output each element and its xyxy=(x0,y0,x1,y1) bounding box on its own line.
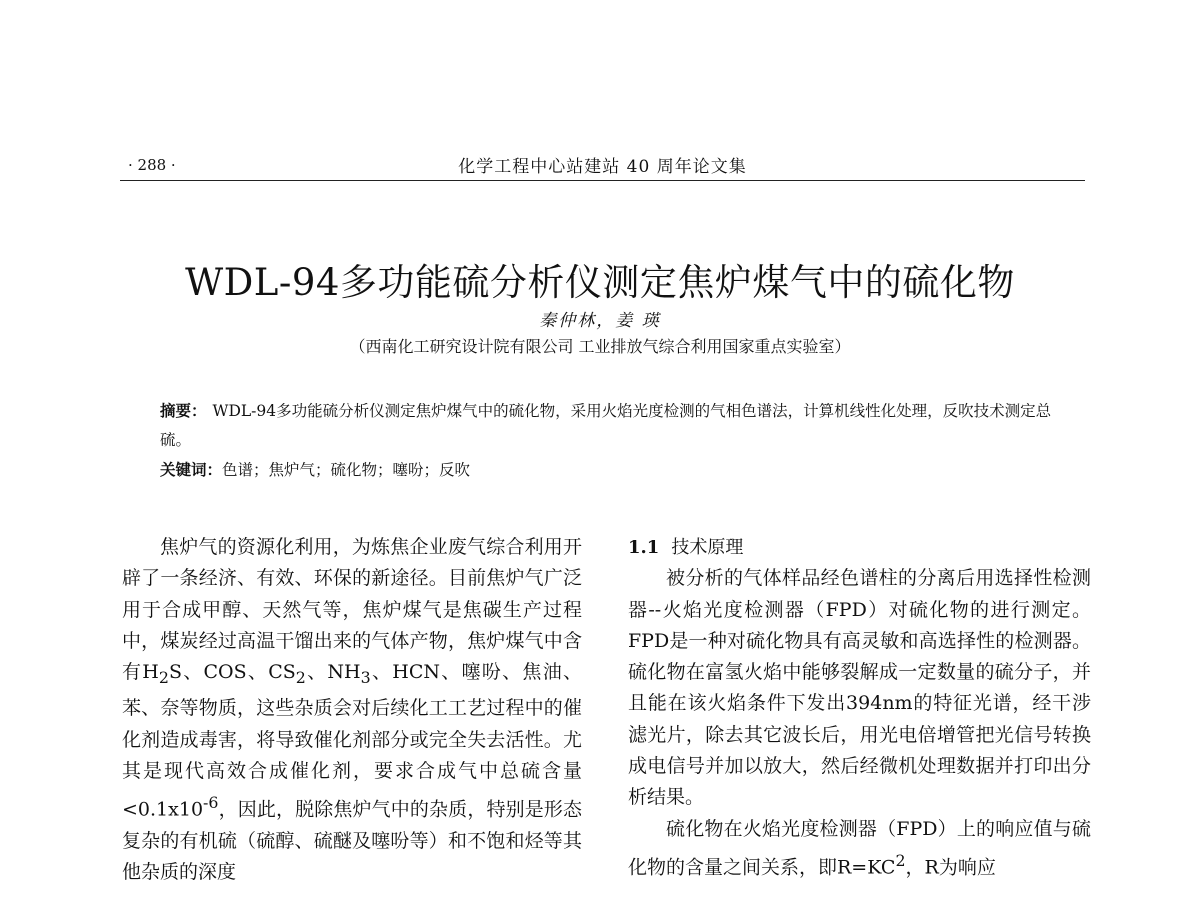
header-rule xyxy=(120,180,1085,181)
subscript: 3 xyxy=(360,667,371,687)
response-text-a: 硫化物在火焰光度检测器（FPD）上的响应值与硫化物的含量之间关系，即R=KC xyxy=(628,817,1091,879)
section-title: 技术原理 xyxy=(671,537,744,558)
intro-text-e: ，因此，脱除焦炉气中的杂质，特别是形态复杂的有机硫（硫醇、硫醚及噻吩等）和不饱和烃等其他杂质的深度 xyxy=(122,798,582,884)
page-header xyxy=(120,150,1085,182)
abstract-label: 摘要： xyxy=(160,401,207,420)
response-paragraph xyxy=(628,814,1091,884)
intro-text-c: 、NH xyxy=(305,661,361,684)
running-title: 化学工程中心站建站 40 周年论文集 xyxy=(458,157,747,177)
intro-paragraph xyxy=(122,532,582,888)
authors: 秦仲林，姜 瑛 xyxy=(539,311,661,331)
affiliation: （西南化工研究设计院有限公司 工业排放气综合利用国家重点实验室） xyxy=(349,337,851,356)
intro-text-b: S、COS、CS xyxy=(168,661,296,684)
section-heading xyxy=(628,532,1091,563)
keywords xyxy=(160,458,1060,480)
superscript: 2 xyxy=(895,850,906,870)
abstract-text: WDL-94多功能硫分析仪测定焦炉煤气中的硫化物，采用火焰光度检测的气相色谱法，计算机线性化处理，反吹技术测定总硫。 xyxy=(160,402,1052,449)
page-number: · 288 · xyxy=(128,156,176,174)
paper-title: WDL-94多功能硫分析仪测定焦炉煤气中的硫化物 xyxy=(185,261,1015,304)
subscript: 2 xyxy=(295,667,306,687)
intro-text-d: 、HCN、噻吩、焦油、苯、奈等物质，这些杂质会对后续化工工艺过程中的催化剂造成毒害，将导致催化剂部分或完全失去活性。尤其是现代高效合成催化剂，要求合成气中总硫含量<0.1x10 xyxy=(122,661,582,821)
right-column xyxy=(628,532,1091,884)
subscript: 2 xyxy=(158,667,169,687)
intro-text-a: 焦炉气的资源化利用，为炼焦企业废气综合利用开辟了一条经济、有效、环保的新途径。目前焦炉气广泛用于合成甲醇、天然气等，焦炉煤气是焦碳生产过程中，煤炭经过高温干馏出来的气体产物，焦炉煤气中含有H xyxy=(122,536,582,684)
principle-paragraph: 被分析的气体样品经色谱柱的分离后用选择性检测器--火焰光度检测器（FPD）对硫化物的进行测定。FPD是一种对硫化物具有高灵敏和高选择性的检测器。硫化物在富氢火焰中能够裂解成一定数量的硫分子，并且能在该火焰条件下发出394nm的特征光谱，经干涉滤光片，除去其它波长后，用光电倍增管把光信号转换成电信号并加以放大，然后经微机处理数据并打印出分析结果。 xyxy=(628,567,1091,809)
keywords-label: 关键词： xyxy=(160,460,223,479)
superscript: -6 xyxy=(203,793,219,813)
response-text-b: ，R为响应 xyxy=(905,856,996,879)
abstract xyxy=(160,396,1060,455)
section-number: 1.1 xyxy=(628,537,660,558)
keywords-text: 色谱；焦炉气；硫化物；噻吩；反吹 xyxy=(222,461,471,479)
left-column xyxy=(122,532,582,888)
